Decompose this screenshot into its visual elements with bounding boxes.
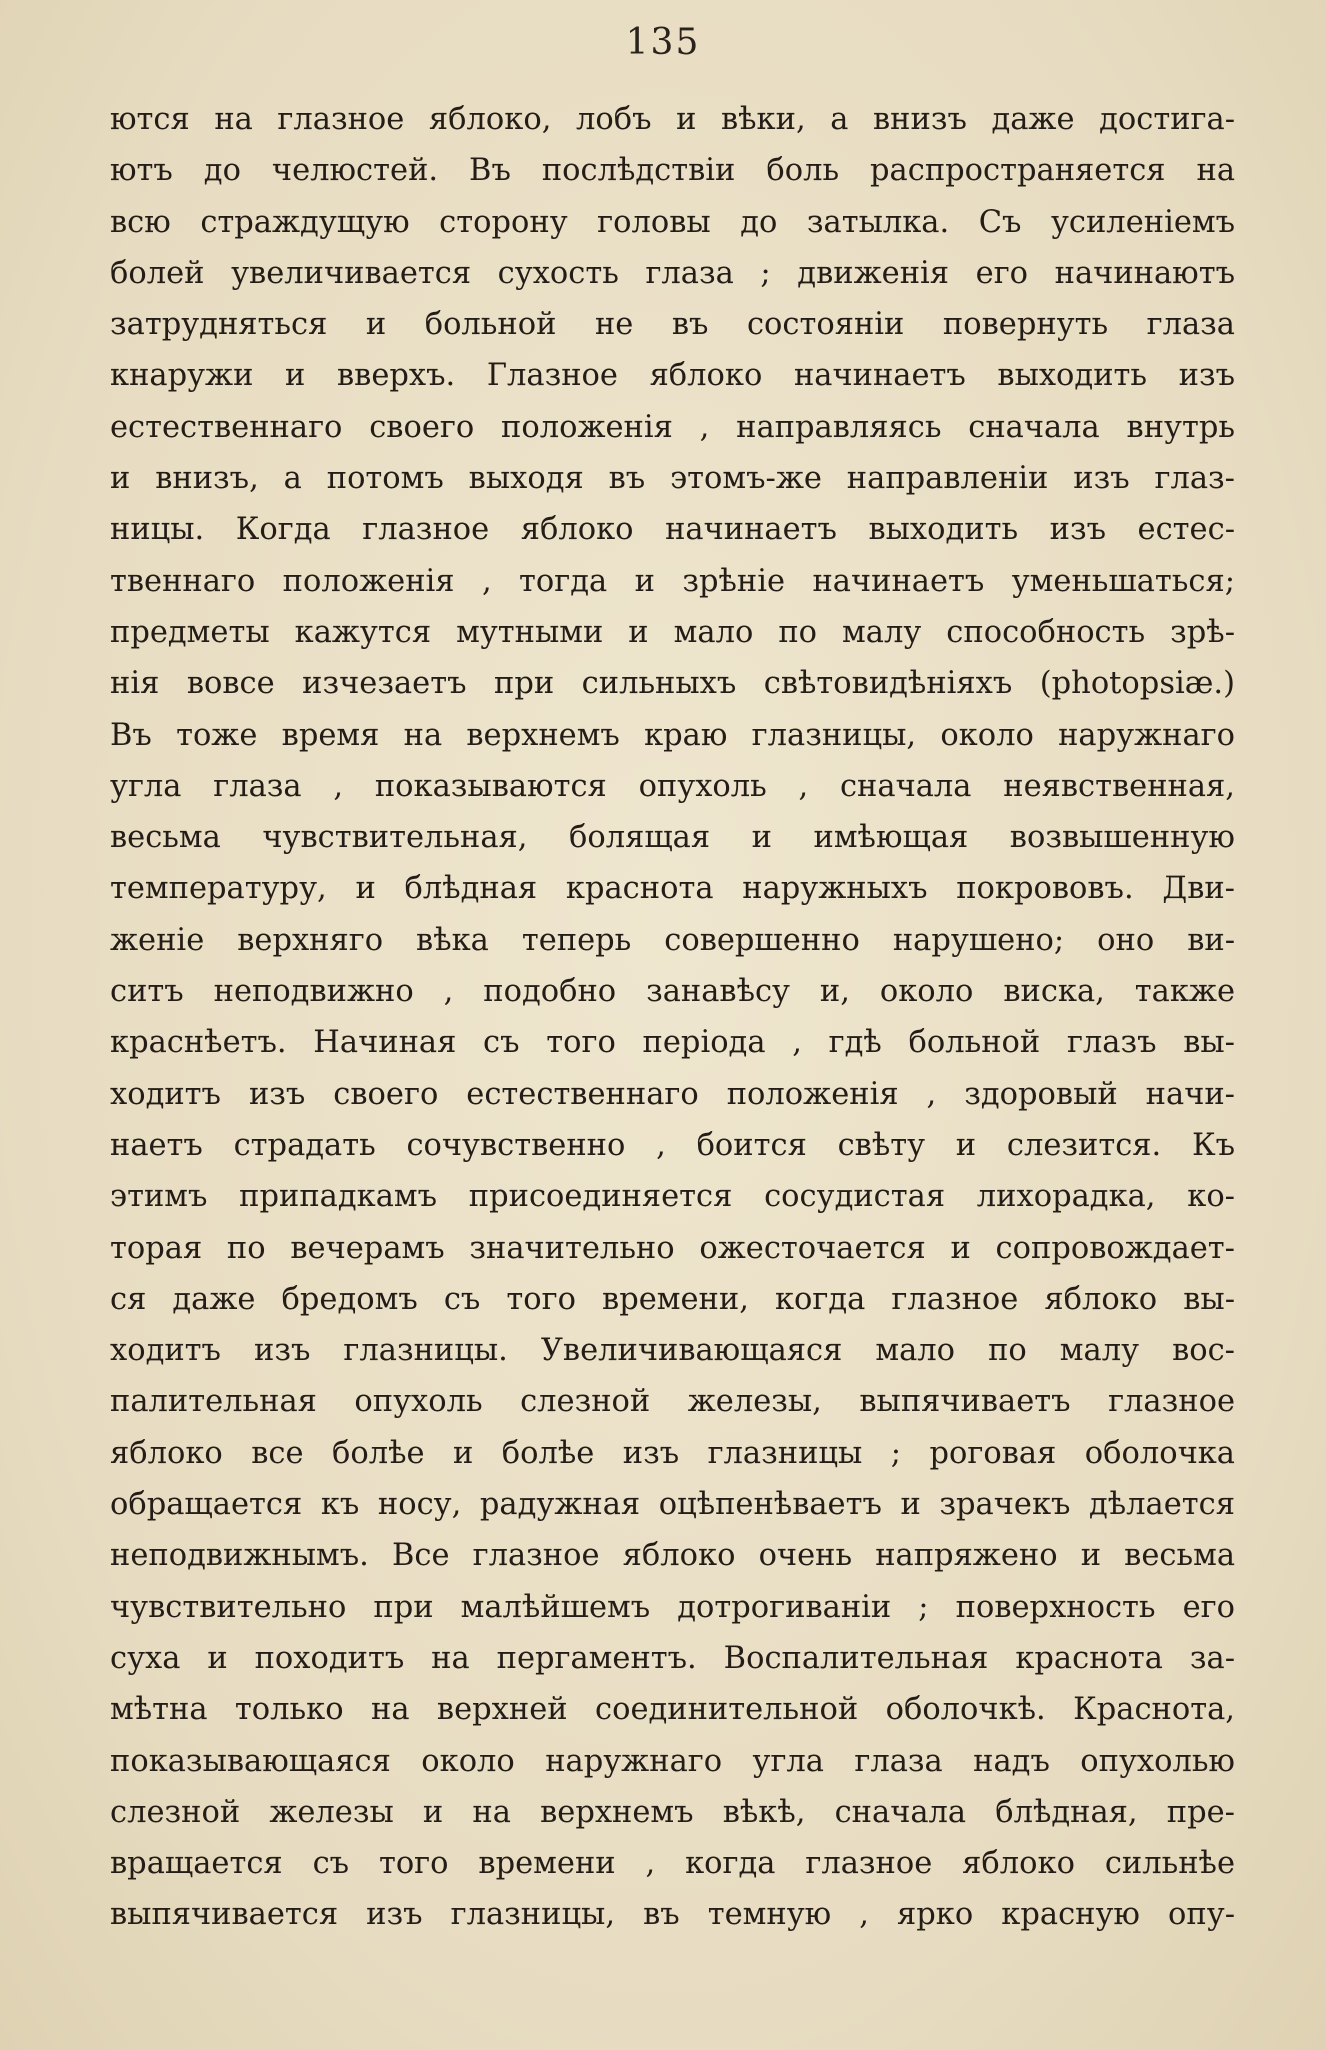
text-line: палительная опухоль слезной железы, выпячиваетъ глазное xyxy=(110,1384,1235,1420)
text-line: обращается къ носу, радужная оцѣпенѣваетъ и зрачекъ дѣлается xyxy=(110,1487,1235,1523)
text-line: неподвижнымъ. Все глазное яблоко очень напряжено и весьма xyxy=(110,1538,1235,1574)
text-line: мѣтна только на верхней соединительной оболочкѣ. Краснота, xyxy=(110,1692,1235,1728)
text-line: женіе верхняго вѣка теперь совершенно нарушено; оно ви- xyxy=(110,922,1235,958)
text-line: краснѣетъ. Начиная съ того періода , гдѣ больной глазъ вы- xyxy=(110,1025,1235,1061)
text-line: и внизъ, а потомъ выходя въ этомъ-же направленіи изъ глаз- xyxy=(110,461,1235,497)
body-text xyxy=(110,94,1235,1941)
text-line: всю страждущую сторону головы до затылка. Съ усиленіемъ xyxy=(110,204,1235,240)
text-line: яблоко все болѣе и болѣе изъ глазницы ; роговая оболочка xyxy=(110,1435,1235,1471)
text-line: твеннаго положенія , тогда и зрѣніе начинаетъ уменьшаться; xyxy=(110,563,1235,599)
text-line: суха и походитъ на пергаментъ. Воспалительная краснота за- xyxy=(110,1640,1235,1676)
text-line: показывающаяся около наружнаго угла глаза надъ опухолью xyxy=(110,1743,1235,1779)
text-line: предметы кажутся мутными и мало по малу способность зрѣ- xyxy=(110,614,1235,650)
text-line: естественнаго своего положенія , направляясь сначала внутрь xyxy=(110,409,1235,445)
text-line: ходитъ изъ своего естественнаго положенія , здоровый начи- xyxy=(110,1076,1235,1112)
text-line: ются на глазное яблоко, лобъ и вѣки, а внизъ даже достига- xyxy=(110,102,1235,137)
text-line: Въ тоже время на верхнемъ краю глазницы, около наружнаго xyxy=(110,717,1235,753)
text-line: нія вовсе изчезаетъ при сильныхъ свѣтовидѣніяхъ (photopsiæ.) xyxy=(110,666,1235,702)
text-line: наетъ страдать сочувственно , боится свѣту и слезится. Къ xyxy=(110,1127,1235,1163)
text-line: весьма чувствительная, болящая и имѣющая возвышенную xyxy=(110,820,1235,856)
text-line: ницы. Когда глазное яблоко начинаетъ выходить изъ естес- xyxy=(110,512,1235,548)
text-line: чувствительно при малѣйшемъ дотрогиваніи ; поверхность его xyxy=(110,1589,1235,1625)
text-line: затрудняться и больной не въ состояніи повернуть глаза xyxy=(110,307,1235,343)
page-number: 135 xyxy=(625,22,701,63)
text-line: кнаружи и вверхъ. Глазное яблоко начинаетъ выходить изъ xyxy=(110,358,1235,394)
text-line: температуру, и блѣдная краснота наружныхъ покрововъ. Дви- xyxy=(110,871,1235,907)
text-line: ся даже бредомъ съ того времени, когда глазное яблоко вы- xyxy=(110,1281,1235,1317)
text-line: торая по вечерамъ значительно ожесточается и сопровождает- xyxy=(110,1230,1235,1266)
text-line: слезной железы и на верхнемъ вѣкѣ, сначала блѣдная, пре- xyxy=(110,1794,1235,1830)
text-line: ходитъ изъ глазницы. Увеличивающаяся мало по малу вос- xyxy=(110,1333,1235,1369)
text-line: вращается съ того времени , когда глазное яблоко сильнѣе xyxy=(110,1846,1235,1882)
text-line: болей увеличивается сухость глаза ; движенія его начинаютъ xyxy=(110,255,1235,291)
text-line: ситъ неподвижно , подобно занавѣсу и, около виска, также xyxy=(110,974,1235,1010)
text-line: выпячивается изъ глазницы, въ темную , ярко красную опу- xyxy=(110,1897,1235,1933)
text-line: этимъ припадкамъ присоединяется сосудистая лихорадка, ко- xyxy=(110,1179,1235,1215)
text-line: угла глаза , показываются опухоль , сначала неявственная, xyxy=(110,768,1235,804)
text-line: ютъ до челюстей. Въ послѣдствіи боль распространяется на xyxy=(110,153,1235,189)
